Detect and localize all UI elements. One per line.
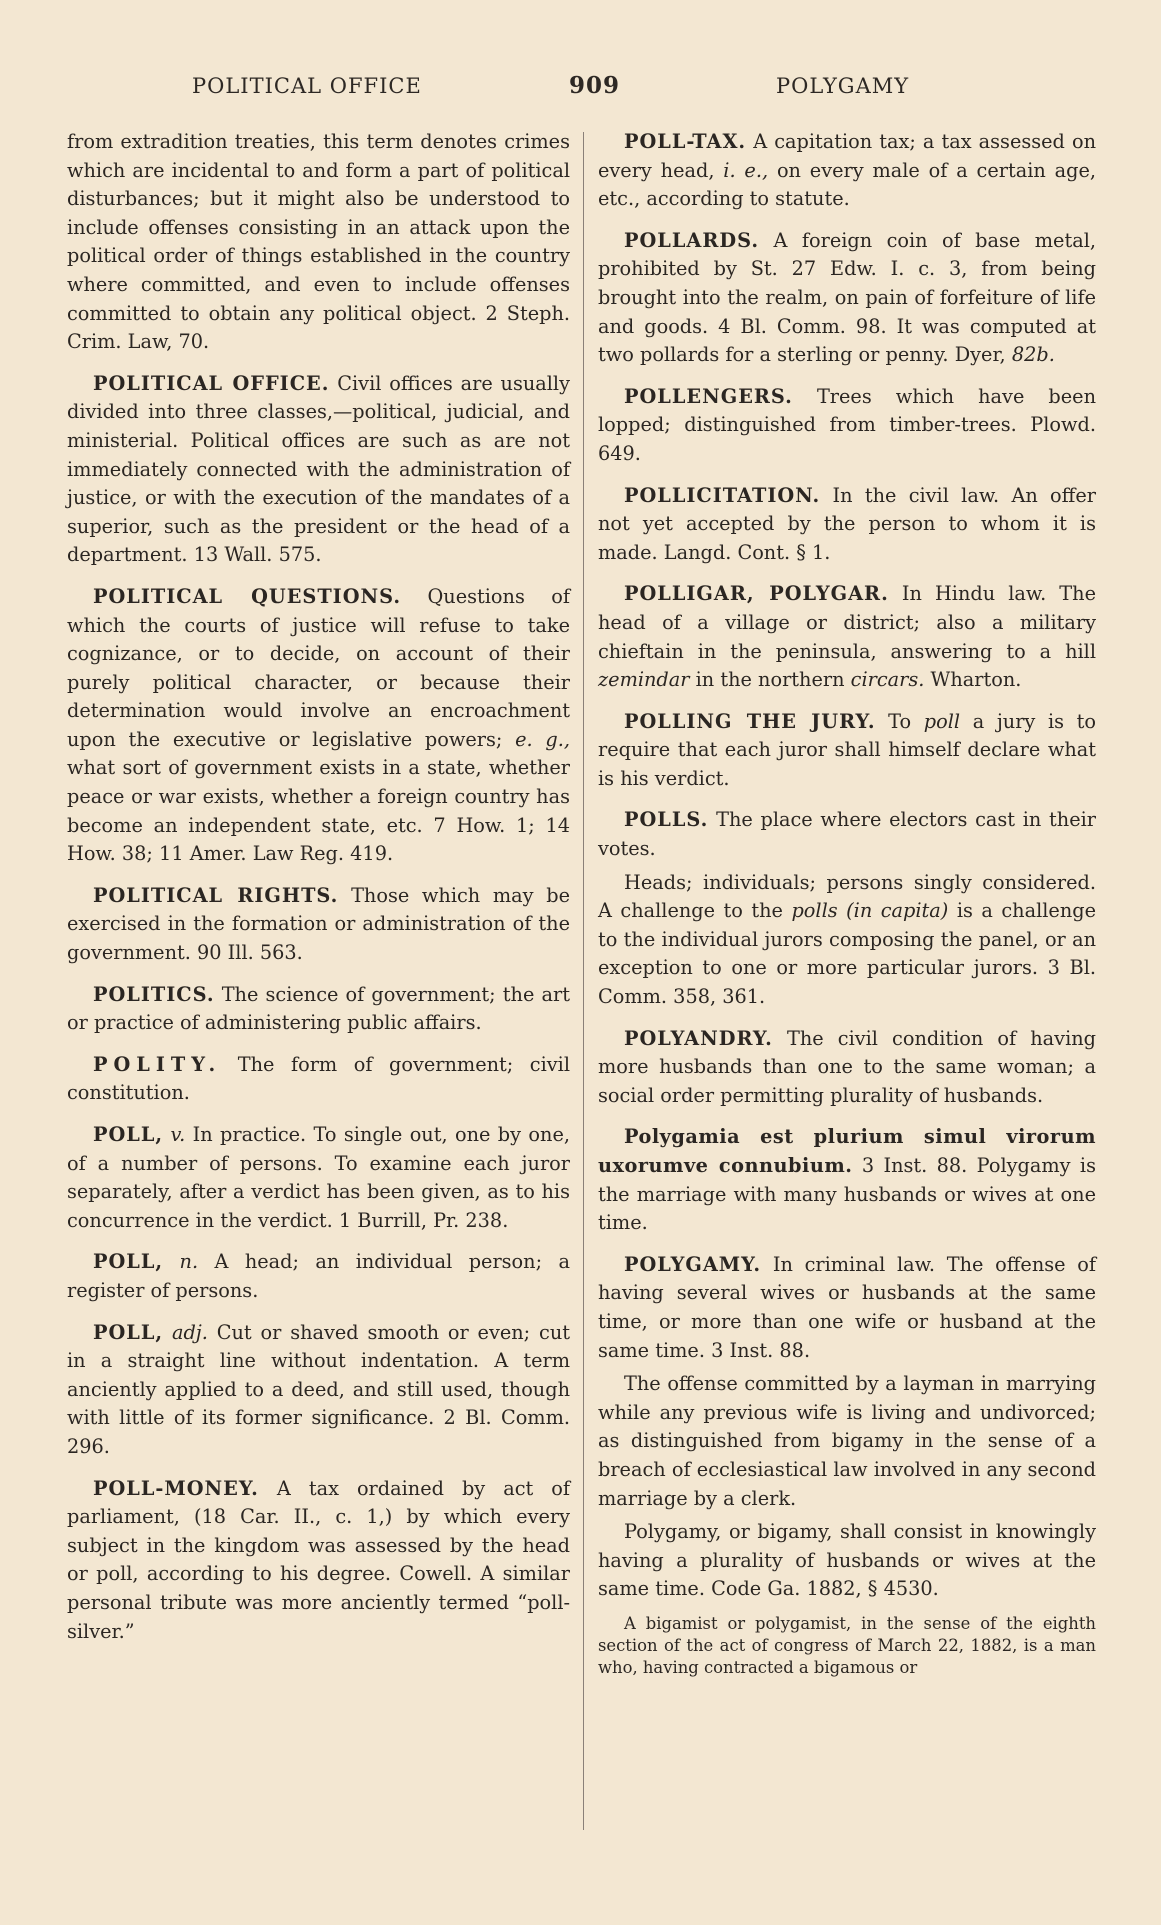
headword: POLYANDRY. (624, 1026, 773, 1050)
entry-politics: POLITICS. The science of government; the art or practice of administering public affairs. (67, 982, 570, 1035)
entry-polygamy-para3: Polygamy, or bigamy, shall consist in knowingly having a plurality of husbands or wives at the same time. Code Ga. 1882, § 4530. (598, 1520, 1096, 1601)
headword: POLL, (93, 1123, 164, 1146)
headword: POLITICAL OFFICE. (93, 371, 330, 395)
latin-maxim: Polygamia est plurium simul virorum uxorumve connubium. (598, 1125, 1096, 1177)
header-left-title: POLITICAL OFFICE (192, 74, 422, 98)
headword: POLL, (93, 1320, 164, 1344)
headword: POLL-TAX. (624, 130, 747, 153)
entry-poll-tax: POLL-TAX. A capitation tax; a tax assessed on every head, i. e., on every male of a certain age, etc., according to statute. (598, 130, 1096, 211)
running-header (0, 70, 1161, 106)
headword: POLITICAL RIGHTS. (93, 883, 339, 907)
entry-polls-continued: Heads; individuals; persons singly considered. A challenge to the polls (in capita) is a challenge to the individual jurors composing the panel, or an exception to one or more particular jurors. 3 Bl. Comm. 358, 361. (598, 870, 1096, 1009)
entry-continuation: from extradition treaties, this term denotes crimes which are incidental to and form a part of political disturbances; but it might also be understood to include offenses consisting in an attack upon the political order of things established in the country where committed, and even to include offenses committed to obtain any political object. 2 Steph. Crim. Law, 70. (67, 130, 570, 354)
right-column (598, 128, 1096, 1692)
headword: POLITICS. (93, 982, 215, 1006)
headword: POLLARDS. (624, 228, 760, 252)
entry-polygamy-note: A bigamist or polygamist, in the sense of the eighth section of the act of congress of March 22, 1882, is a man who, having contracted a bigamous or (598, 1613, 1096, 1677)
headword: POLLIGAR, POLYGAR. (624, 582, 889, 606)
headword: POLL, (93, 1250, 164, 1274)
headword: POLL-MONEY. (93, 1476, 259, 1500)
headword: POLLICITATION. (624, 483, 821, 507)
headword: POLLENGERS. (624, 384, 793, 408)
entry-polling-the-jury: POLLING THE JURY. To poll a jury is to require that each juror shall himself declare what is his verdict. (598, 709, 1096, 790)
entry-polyandry: POLYANDRY. The civil condition of having more husbands than one to the same woman; a social order permitting plurality of husbands. (598, 1026, 1096, 1107)
entry-polygamy-para2: The offense committed by a layman in marrying while any previous wife is living and undivorced; as distinguished from bigamy in the sense of a breach of ecclesiastical law involved in any second marriage by a clerk. (598, 1372, 1096, 1510)
entry-polity: POLITY. The form of government; civil constitution. (67, 1052, 570, 1105)
entry-poll-verb: POLL, v. In practice. To single out, one by one, of a number of persons. To examine each juror separately, after a verdict has been given, as to his concurrence in the verdict. 1 Burrill, Pr. 238. (67, 1123, 570, 1232)
headword: POLLING THE JURY. (624, 709, 876, 733)
entry-political-office: POLITICAL OFFICE. Civil offices are usually divided into three classes,—political, judicial, and ministerial. Political offices are such as are not immediately connected with the administration of justice, or with the execution of the mandates of a superior, such as the president or the head of a department. 13 Wall. 575. (67, 371, 570, 567)
entry-poll-noun: POLL, n. A head; an individual person; a register of persons. (67, 1250, 570, 1302)
left-column (67, 128, 570, 1659)
entry-political-questions: POLITICAL QUESTIONS. Questions of which the courts of justice will refuse to take cognizance, or to decide, on account of their purely political character, or because their determination would involve an encroachment upon the executive or legislative powers; e. g., what sort of government exists in a state, whether peace or war exists, whether a foreign country has become an independent state, etc. 7 How. 1; 14 How. 38; 11 Amer. Law Reg. 419. (67, 584, 570, 866)
headword: POLLS. (624, 808, 709, 832)
headword: POLITY. (93, 1052, 222, 1076)
entry-polls: POLLS. The place where electors cast in their votes. (598, 808, 1096, 861)
entry-polygamia-maxim: Polygamia est plurium simul virorum uxorumve connubium. 3 Inst. 88. Polygamy is the marriage with many husbands or wives at one time. (598, 1125, 1096, 1235)
headword: POLITICAL QUESTIONS. (93, 584, 402, 608)
entry-polligar: POLLIGAR, POLYGAR. In Hindu law. The head of a village or district; also a military chieftain in the peninsula, answering to a hill zemindar in the northern circars. Wharton. (598, 582, 1096, 692)
column-divider (583, 132, 584, 1830)
headword: POLYGAMY. (624, 1252, 762, 1276)
page-number: 909 (569, 72, 621, 99)
entry-polygamy: POLYGAMY. In criminal law. The offense of having several wives or husbands at the same time, or more than one wife or husband at the same time. 3 Inst. 88. (598, 1252, 1096, 1362)
entry-poll-money: POLL-MONEY. A tax ordained by act of parliament, (18 Car. II., c. 1,) by which every subject in the kingdom was assessed by the head or poll, according to his degree. Cowell. A similar personal tribute was more anciently termed “poll-silver.” (67, 1476, 570, 1643)
entry-pollengers: POLLENGERS. Trees which have been lopped; distinguished from timber-trees. Plowd. 649. (598, 384, 1096, 465)
entry-pollicitation: POLLICITATION. In the civil law. An offer not yet accepted by the person to whom it is made. Langd. Cont. § 1. (598, 483, 1096, 564)
entry-pollards: POLLARDS. A foreign coin of base metal, prohibited by St. 27 Edw. I. c. 3, from being brought into the realm, on pain of forfeiture of life and goods. 4 Bl. Comm. 98. It was computed at two pollards for a sterling or penny. Dyer, 82b. (598, 228, 1096, 367)
header-right-title: POLYGAMY (776, 74, 910, 98)
entry-poll-adj: POLL, adj. Cut or shaved smooth or even; cut in a straight line without indentation. A term anciently applied to a deed, and still used, though with little of its former significance. 2 Bl. Comm. 296. (67, 1320, 570, 1458)
entry-political-rights: POLITICAL RIGHTS. Those which may be exercised in the formation or administration of the government. 90 Ill. 563. (67, 883, 570, 965)
